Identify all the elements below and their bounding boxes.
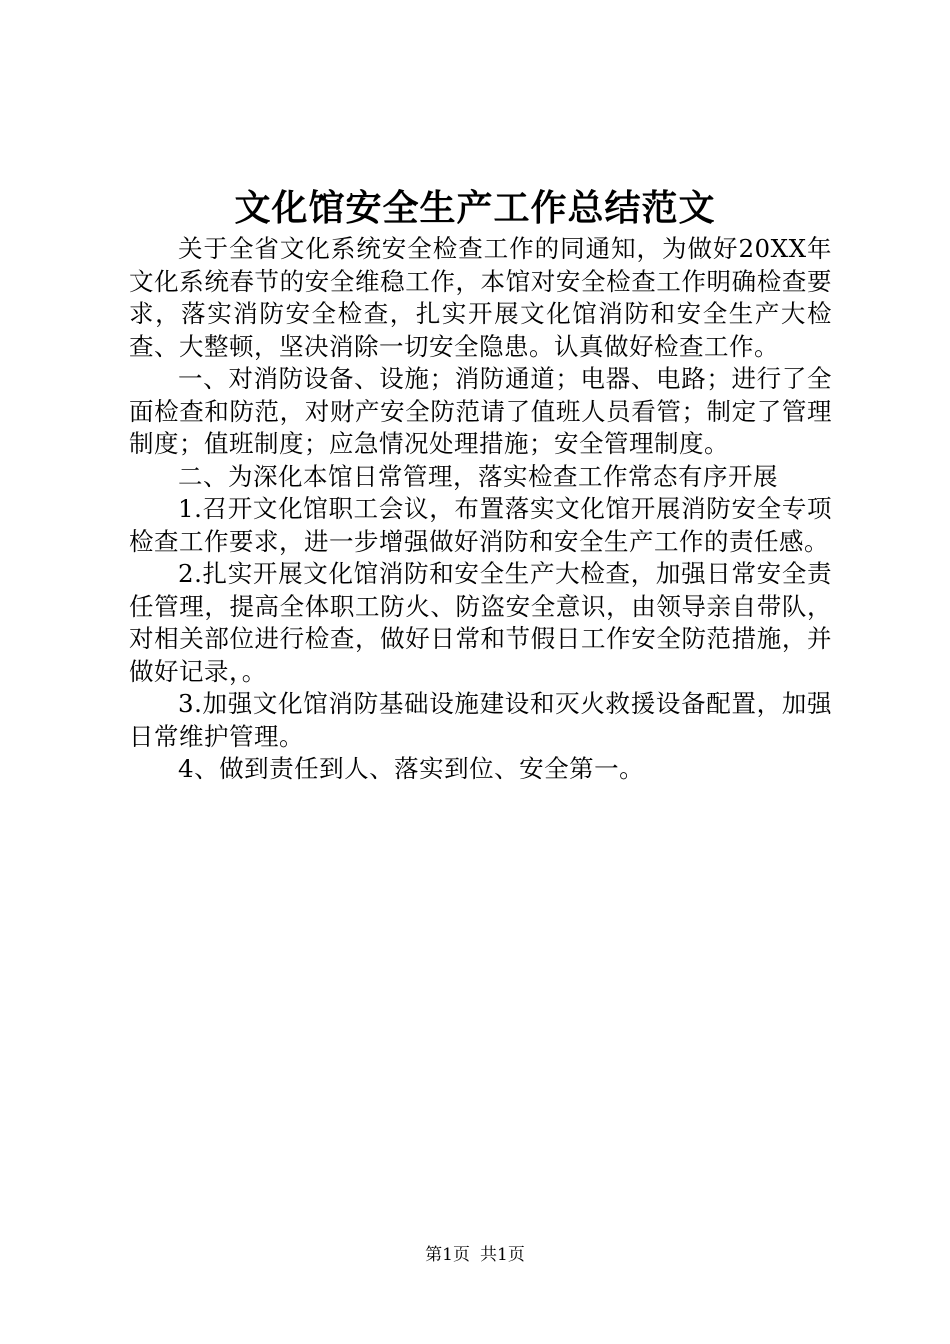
paragraph-item-1: 1.召开文化馆职工会议，布置落实文化馆开展消防安全专项检查工作要求，进一步增强做好消防和安全生产工作的责任感。 [129, 494, 832, 556]
document-title: 文化馆安全生产工作总结范文 [234, 188, 716, 229]
paragraph-section-2: 二、为深化本馆日常管理，落实检查工作常态有序开展 [178, 461, 778, 491]
document-body [129, 233, 832, 786]
paragraph-item-3: 3.加强文化馆消防基础设施建设和灭火救援设备配置，加强日常维护管理。 [129, 689, 832, 751]
paragraph-item-4: 4、做到责任到人、落实到位、安全第一。 [178, 754, 645, 783]
page-number-total: 共1页 [480, 1245, 525, 1265]
paragraph-item-2: 2.扎实开展文化馆消防和安全生产大检查，加强日常安全责任管理，提高全体职工防火、防盗安全意识，由领导亲自带队，对相关部位进行检查，做好日常和节假日工作安全防范措施，并做好记录，。 [129, 559, 832, 686]
page-footer [0, 1243, 950, 1267]
paragraph-intro: 关于全省文化系统安全检查工作的同通知，为做好20XX年文化系统春节的安全维稳工作，本馆对安全检查工作明确检查要求，落实消防安全检查，扎实开展文化馆消防和安全生产大检查、大整顿，坚决消除一切安全隐患。认真做好检查工作。 [129, 234, 832, 361]
page-number-current: 第1页 [425, 1245, 470, 1265]
paragraph-section-1: 一、对消防设备、设施；消防通道；电器、电路；进行了全面检查和防范，对财产安全防范请了值班人员看管；制定了管理制度；值班制度；应急情况处理措施；安全管理制度。 [129, 364, 832, 458]
